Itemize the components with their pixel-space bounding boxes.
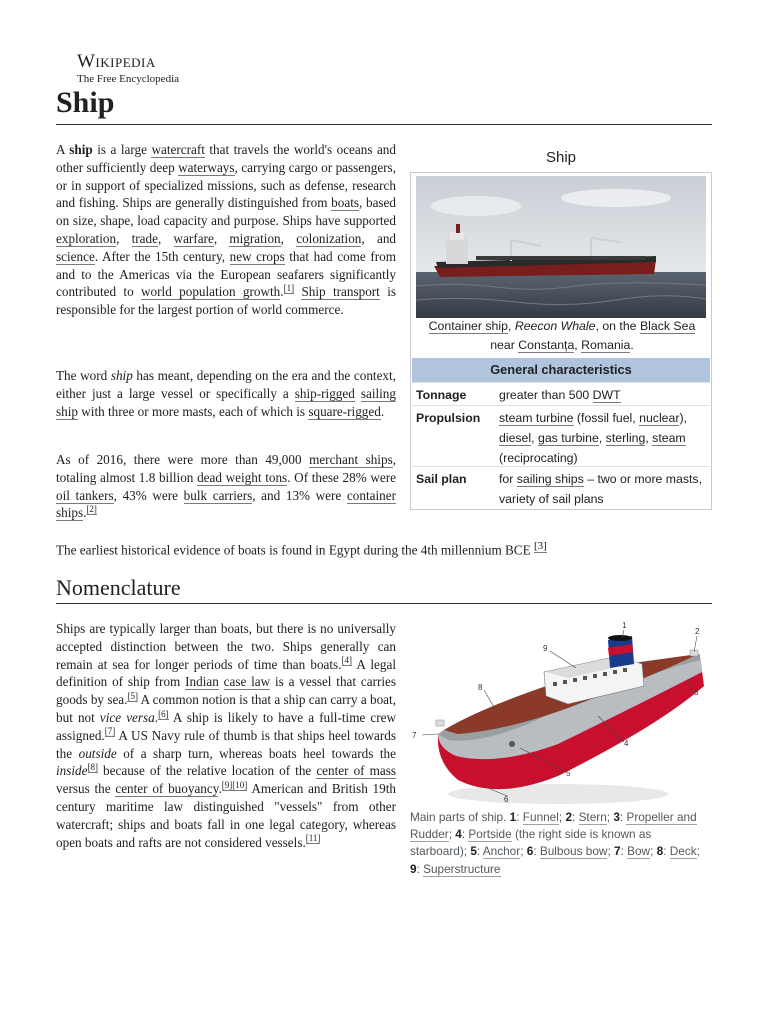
inline-link[interactable]: new crops	[229, 248, 285, 264]
diagram-label-3: 3	[694, 688, 699, 697]
text-run: ,	[645, 431, 653, 445]
infobox-value	[499, 385, 705, 405]
citation-link[interactable]: [5]	[127, 690, 138, 701]
inline-link[interactable]: nuclear	[639, 411, 680, 425]
text-run: greater than 500	[499, 388, 593, 402]
wikipedia-wordmark: Wikipedia	[77, 51, 156, 72]
inline-link[interactable]: boats	[331, 195, 359, 211]
inline-link[interactable]: Propeller and Rudder	[410, 810, 697, 842]
text-run: ;	[650, 844, 657, 859]
inline-link[interactable]: science	[56, 248, 95, 264]
inline-link[interactable]: world population growth	[141, 284, 281, 300]
infobox-key: Sail plan	[416, 472, 467, 486]
bold-text: 9	[410, 861, 417, 876]
text-run: is a large	[92, 142, 152, 157]
diagram-label-2: 2	[695, 627, 700, 636]
text-run: ,	[507, 319, 515, 333]
inline-link[interactable]: waterways	[178, 159, 235, 175]
diagram-label-5: 5	[566, 769, 571, 778]
text-run: ;	[606, 810, 614, 824]
bold-text: 6	[526, 844, 534, 859]
text-run: ,	[531, 431, 538, 445]
text-run: :	[461, 827, 469, 842]
bold-text: 4	[455, 827, 462, 842]
diagram-label-6: 6	[504, 795, 509, 804]
inline-link[interactable]: sailing ships	[516, 472, 584, 486]
infobox-row-tonnage	[412, 382, 710, 405]
text-run: A common notion is that a ship can carry a boat, but not	[56, 692, 396, 725]
diagram-label-4: 4	[624, 739, 629, 748]
text-run: for	[499, 472, 517, 486]
text-run: , and	[361, 230, 397, 246]
ship-photo-caption	[419, 317, 705, 355]
text-run: with three or more masts, each of which is	[77, 403, 309, 419]
nomenclature-paragraph	[56, 620, 396, 851]
text-run: , totaling almost 1.8 billion	[56, 452, 396, 485]
bold-text: 5	[470, 844, 477, 859]
inline-link[interactable]: steam	[652, 431, 686, 445]
text-run: ,	[280, 230, 297, 246]
text-run: The earliest historical evidence of boats is found in Egypt during the 4th millennium BCE	[56, 542, 534, 558]
infobox-value	[499, 408, 705, 468]
inline-link[interactable]: sailing ship	[56, 385, 396, 419]
text-run: :	[533, 844, 540, 859]
text-run: :	[476, 844, 483, 859]
inline-link[interactable]: Romania	[581, 338, 631, 352]
inline-link[interactable]: Ship transport	[301, 284, 380, 300]
inline-link[interactable]: sterling	[605, 431, 646, 445]
title-divider	[56, 124, 712, 125]
italic-text: ship	[110, 368, 133, 383]
text-run: A US Navy rule of thumb is that ships heel towards the	[56, 727, 396, 761]
infobox	[410, 172, 712, 510]
section-divider	[56, 603, 712, 604]
citation-link[interactable]: [6]	[158, 708, 169, 719]
italic-text: vice versa	[99, 709, 155, 725]
text-run: ;	[607, 844, 614, 859]
ship-parts-diagram[interactable]	[408, 616, 712, 812]
infobox-row-propulsion	[412, 405, 710, 466]
text-run: is responsible for the largest portion of world commerce.	[56, 284, 397, 318]
inline-link[interactable]: DWT	[592, 388, 621, 402]
text-run: A ship is likely to have a full-time crew assigned.	[56, 709, 397, 743]
section-heading-nomenclature: Nomenclature	[56, 575, 181, 600]
bold-text: 7	[614, 844, 621, 859]
wikipedia-tagline: The Free Encyclopedia	[77, 73, 180, 85]
text-run: :	[572, 810, 579, 824]
italic-text: Reecon Whale	[514, 319, 596, 333]
text-run: , 43% were	[113, 487, 184, 503]
infobox-section-header: General characteristics	[412, 358, 710, 382]
citation-link[interactable]: [7]	[104, 726, 116, 737]
intro-paragraph-1	[56, 141, 396, 319]
ship-photo[interactable]	[416, 176, 706, 318]
text-run: A	[56, 142, 70, 157]
text-run: of a sharp turn, whereas boats heel towards the	[116, 745, 396, 761]
text-run: . Of these 28% were	[287, 469, 396, 485]
inline-link[interactable]: diesel	[499, 431, 532, 445]
text-run: , carrying cargo or passengers, or in support of specialized missions, such as defense, research and fishing. Ships are generally distinguished from	[56, 159, 396, 211]
text-run: has meant, depending on the era and the context, either just a large vessel or specifically a	[56, 368, 396, 401]
text-run: ,	[213, 230, 230, 246]
bold-text: 2	[565, 810, 572, 824]
wikipedia-logo[interactable]	[77, 52, 179, 86]
inline-link[interactable]: Anchor	[482, 844, 521, 859]
text-run: – two or more masts, variety of sail plans	[499, 472, 703, 506]
inline-link[interactable]: Bow	[627, 844, 651, 859]
text-run: near	[490, 338, 519, 352]
inline-link[interactable]: colonization	[296, 230, 362, 246]
inline-link[interactable]: merchant ships	[309, 452, 393, 467]
citation-link[interactable]: [4]	[341, 655, 352, 666]
text-run: :	[619, 810, 627, 824]
text-run: versus the	[56, 781, 116, 797]
diagram-label-9: 9	[543, 644, 548, 653]
text-run: ;	[696, 844, 700, 859]
infobox-key: Tonnage	[416, 388, 467, 402]
infobox-title: Ship	[545, 149, 577, 166]
inline-link[interactable]: square-rigged	[308, 403, 381, 419]
text-run: (reciprocating)	[499, 451, 578, 465]
infobox-key: Propulsion	[416, 411, 481, 425]
citation-link[interactable]: [1]	[283, 282, 295, 293]
text-run: .	[380, 403, 385, 419]
citation-link[interactable]: [9][10]	[221, 779, 248, 790]
intro-paragraph-4	[56, 537, 547, 559]
italic-text: inside	[56, 763, 88, 779]
inline-link[interactable]: Bulbous bow	[539, 844, 608, 859]
text-run: The word	[56, 368, 111, 383]
text-run: ;	[520, 844, 527, 859]
inline-link[interactable]: steam turbine	[499, 411, 574, 425]
inline-link[interactable]: Funnel	[522, 810, 559, 824]
text-run: (the right side is known as starboard);	[410, 827, 652, 859]
text-run: .	[218, 781, 222, 797]
page-title: Ship	[56, 86, 115, 119]
text-run: , on the	[595, 319, 640, 333]
inline-link[interactable]: Superstructure	[423, 861, 501, 876]
text-run: because of the relative location of the	[98, 763, 317, 779]
citation-link[interactable]: [8]	[87, 761, 99, 772]
text-run: A legal definition of ship from	[56, 656, 396, 690]
citation-link[interactable]: [11]	[305, 833, 321, 844]
inline-link[interactable]: container ships	[56, 487, 396, 521]
text-run: American and British 19th century maritime law distinguished "vessels" from other watercraft; ships and boats fall in one legal category, whereas open boats and rafts are not considered vessels.	[56, 781, 396, 850]
inline-link[interactable]: dead weight tons	[197, 469, 288, 485]
text-run: :	[620, 844, 628, 859]
inline-link[interactable]: case law	[223, 674, 271, 690]
text-run: ,	[116, 230, 132, 246]
text-run: ,	[574, 338, 582, 352]
text-run	[355, 386, 361, 401]
text-run: .	[83, 505, 87, 521]
diagram-label-7: 7	[412, 731, 417, 740]
diagram-label-8: 8	[478, 683, 483, 692]
inline-link[interactable]: Constanța	[518, 338, 575, 352]
italic-text: outside	[78, 745, 117, 761]
intro-paragraph-2	[56, 367, 396, 420]
text-run: . After the 15th century,	[94, 248, 230, 264]
inline-link[interactable]: watercraft	[151, 142, 205, 157]
text-run: ),	[679, 411, 687, 425]
inline-link[interactable]: center of mass	[316, 763, 396, 779]
text-run: , based on size, shape, load capacity and purpose. Ships have supported	[56, 195, 396, 229]
text-run: ;	[558, 810, 566, 824]
text-run: :	[416, 861, 424, 876]
infobox-value	[499, 469, 705, 509]
text-run: :	[516, 810, 523, 824]
text-run: :	[663, 844, 670, 859]
ship-parts-caption	[410, 809, 710, 878]
inline-link[interactable]: ship-rigged	[294, 385, 355, 401]
inline-link[interactable]: bulk carriers	[183, 487, 253, 503]
inline-link[interactable]: gas turbine	[537, 431, 599, 445]
inline-link[interactable]: warfare	[173, 230, 214, 246]
text-run: is a vessel that carries goods by sea.	[56, 674, 396, 708]
bold-text: 1	[509, 810, 517, 824]
text-run: As of 2016, there were more than 49,000	[56, 452, 310, 467]
text-run: ,	[598, 431, 606, 445]
inline-link[interactable]: Container ship	[428, 319, 508, 333]
text-run: .	[280, 284, 284, 300]
text-run: that had come from and to the Americas via the European seafarers significantly contributed to	[56, 248, 396, 300]
inline-link[interactable]: Stern	[578, 810, 607, 824]
inline-link[interactable]: center of buoyancy	[115, 781, 219, 797]
text-run: ,	[157, 230, 174, 246]
text-run: Ships are typically larger than boats, but there is no universally accepted distinction between the two. Ships generally can remain at sea for longer periods of time than boats.	[56, 621, 396, 672]
citation-link[interactable]: [3]	[533, 540, 547, 552]
inline-link[interactable]: Black Sea	[639, 319, 696, 333]
bold-text: ship	[69, 142, 93, 157]
diagram-label-1: 1	[622, 621, 627, 630]
infobox-row-sail-plan	[412, 466, 710, 509]
bold-text: 3	[613, 810, 620, 824]
bold-text: 8	[656, 844, 664, 859]
text-run: (fossil fuel,	[573, 411, 640, 425]
inline-link[interactable]: Portside	[468, 827, 512, 842]
text-run: , and 13% were	[252, 487, 347, 503]
intro-paragraph-3	[56, 451, 396, 522]
text-run	[219, 674, 224, 689]
inline-link[interactable]: Indian	[185, 674, 219, 690]
citation-link[interactable]: [2]	[86, 504, 97, 514]
text-run: .	[154, 709, 159, 725]
text-run: that travels the world's oceans and other sufficiently deep	[56, 142, 396, 175]
inline-link[interactable]: oil tankers	[56, 487, 114, 503]
text-run: ;	[448, 827, 456, 842]
inline-link[interactable]: trade	[131, 230, 158, 246]
inline-link[interactable]: Deck	[669, 844, 697, 859]
text-run: Main parts of ship.	[410, 810, 510, 824]
inline-link[interactable]: migration	[229, 230, 281, 246]
inline-link[interactable]: exploration	[56, 230, 117, 246]
text-run: .	[630, 338, 634, 352]
